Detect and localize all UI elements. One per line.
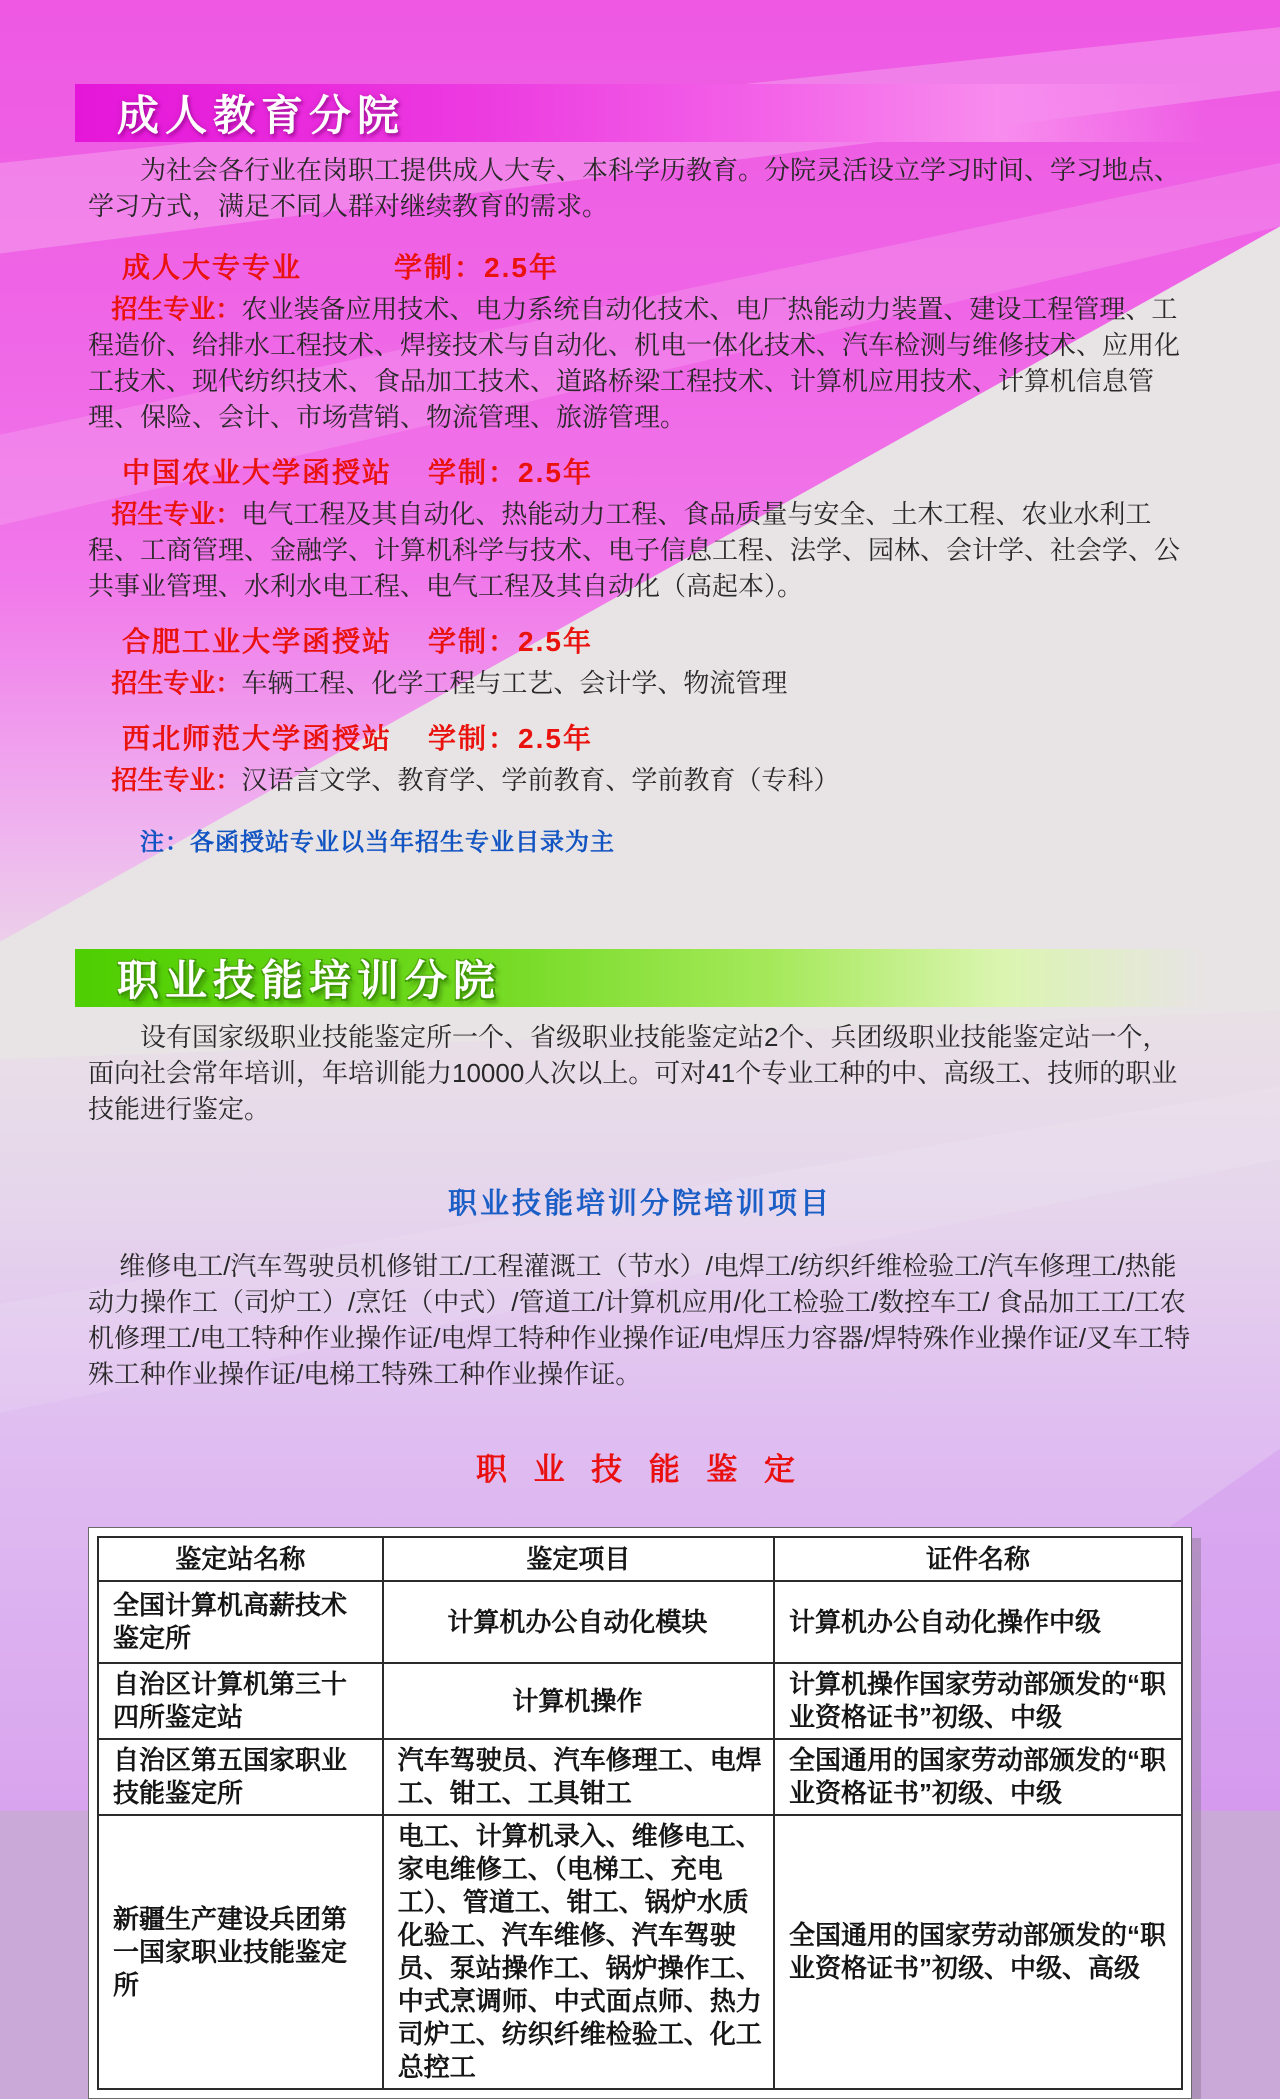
section-title: 西北师范大学函授站 xyxy=(122,723,393,754)
column-header: 鉴定项目 xyxy=(383,1537,774,1581)
appraisal-item-cell: 汽车驾驶员、汽车修理工、电焊工、钳工、工具钳工 xyxy=(383,1739,774,1815)
majors-list: 车辆工程、化学工程与工艺、会计学、物流管理 xyxy=(241,668,788,698)
section-duration: 学制：2.5年 xyxy=(428,723,593,754)
appraisal-table xyxy=(97,1536,1183,2090)
appraisal-item-cell: 计算机办公自动化模块 xyxy=(383,1581,774,1663)
appraisal-item-cell: 电工、计算机录入、维修电工、家电维修工、（电梯工、充电工）、管道工、钳工、锅炉水质化验工、汽车维修、汽车驾驶员、泵站操作工、锅炉操作工、中式烹调师、中式面点师、热力司炉工、纺织纤维检验工、化工总控工 xyxy=(383,1815,774,2089)
section-title: 中国农业大学函授站 xyxy=(122,457,393,488)
page-content xyxy=(88,0,1192,2099)
majors-list: 汉语言文学、教育学、学前教育、学前教育（专科） xyxy=(241,765,840,795)
skill-appraisal-title: 职 业 技 能 鉴 定 xyxy=(475,1452,805,1487)
station-name-cell: 自治区计算机第三十四所鉴定站 xyxy=(98,1663,383,1739)
table-header-row xyxy=(98,1537,1182,1581)
section-title: 成人大专专业 xyxy=(122,252,303,283)
majors-label: 招生专业： xyxy=(111,499,242,529)
table-row xyxy=(98,1815,1182,2089)
appraisal-item-cell: 计算机操作 xyxy=(383,1663,774,1739)
column-header: 鉴定站名称 xyxy=(98,1537,383,1581)
table-row xyxy=(98,1739,1182,1815)
certificate-cell: 计算机操作国家劳动部颁发的“职业资格证书”初级、中级 xyxy=(774,1663,1182,1739)
majors-label: 招生专业： xyxy=(111,294,242,324)
majors-list: 农业装备应用技术、电力系统自动化技术、电厂热能动力装置、建设工程管理、工程造价、给排水工程技术、焊接技术与自动化、机电一体化技术、汽车检测与维修技术、应用化工技术、现代纺织技术、食品加工技术、道路桥梁工程技术、计算机应用技术、计算机信息管理、保险、会计、市场营销、物流管理、旅游管理。 xyxy=(88,294,1181,432)
appraisal-table-panel xyxy=(88,1527,1192,2099)
certificate-cell: 全国通用的国家劳动部颁发的“职业资格证书”初级、中级 xyxy=(774,1739,1182,1815)
section-nwnu-station xyxy=(88,717,1192,798)
majors-label: 招生专业： xyxy=(111,668,242,698)
table-row xyxy=(98,1663,1182,1739)
station-name-cell: 新疆生产建设兵团第一国家职业技能鉴定所 xyxy=(98,1815,383,2089)
section-heading xyxy=(122,620,1192,660)
vocational-banner xyxy=(75,949,1205,1007)
station-name-cell: 全国计算机高薪技术鉴定所 xyxy=(98,1581,383,1663)
section-duration: 学制：2.5年 xyxy=(428,626,593,657)
adult-education-banner-title: 成人教育分院 xyxy=(117,92,406,139)
vocational-banner-title: 职业技能培训分院 xyxy=(117,957,502,1004)
adult-education-banner xyxy=(75,84,1205,142)
section-majors xyxy=(88,496,1192,604)
station-name-cell: 自治区第五国家职业技能鉴定所 xyxy=(98,1739,383,1815)
vocational-intro: 设有国家级职业技能鉴定所一个、省级职业技能鉴定站2个、兵团级职业技能鉴定站一个，面向社会常年培训，年培训能力10000人次以上。可对41个专业工种的中、高级工、技师的职业技能进行鉴定。 xyxy=(88,1022,1178,1124)
section-adult-college xyxy=(88,246,1192,435)
training-projects-title: 职业技能培训分院培训项目 xyxy=(447,1188,832,1220)
adult-education-intro: 为社会各行业在岗职工提供成人大专、本科学历教育。分院灵活设立学习时间、学习地点、学习方式，满足不同人群对继续教育的需求。 xyxy=(88,155,1181,221)
section-majors xyxy=(88,762,1192,798)
certificate-cell: 全国通用的国家劳动部颁发的“职业资格证书”初级、中级、高级 xyxy=(774,1815,1182,2089)
section-majors xyxy=(88,291,1192,435)
table-row xyxy=(98,1581,1182,1663)
section-heading xyxy=(122,451,1192,491)
column-header: 证件名称 xyxy=(774,1537,1182,1581)
section-majors xyxy=(88,665,1192,701)
section-heading xyxy=(122,717,1192,757)
section-heading xyxy=(122,246,1192,286)
station-note: 注：各函授站专业以当年招生专业目录为主 xyxy=(140,829,615,856)
section-title: 合肥工业大学函授站 xyxy=(122,626,393,657)
section-duration: 学制：2.5年 xyxy=(428,457,593,488)
section-cau-station xyxy=(88,451,1192,604)
section-duration: 学制：2.5年 xyxy=(394,252,559,283)
certificate-cell: 计算机办公自动化操作中级 xyxy=(774,1581,1182,1663)
majors-list: 电气工程及其自动化、热能动力工程、食品质量与安全、土木工程、农业水利工程、工商管理、金融学、计算机科学与技术、电子信息工程、法学、园林、会计学、社会学、公共事业管理、水利水电工程、电气工程及其自动化（高起本）。 xyxy=(88,499,1181,601)
majors-label: 招生专业： xyxy=(111,765,242,795)
training-projects-list: 维修电工/汽车驾驶员机修钳工/工程灌溉工（节水）/电焊工/纺织纤维检验工/汽车修理工/热能动力操作工（司炉工）/烹饪（中式）/管道工/计算机应用/化工检验工/数控车工/ 食品加工工/工农机修理工/电工特种作业操作证/电焊工特种作业操作证/电焊压力容器/焊特殊作业操作证/叉车工特殊工种作业操作证/电梯工特殊工种作业操作证。 xyxy=(88,1251,1191,1389)
section-hfut-station xyxy=(88,620,1192,701)
